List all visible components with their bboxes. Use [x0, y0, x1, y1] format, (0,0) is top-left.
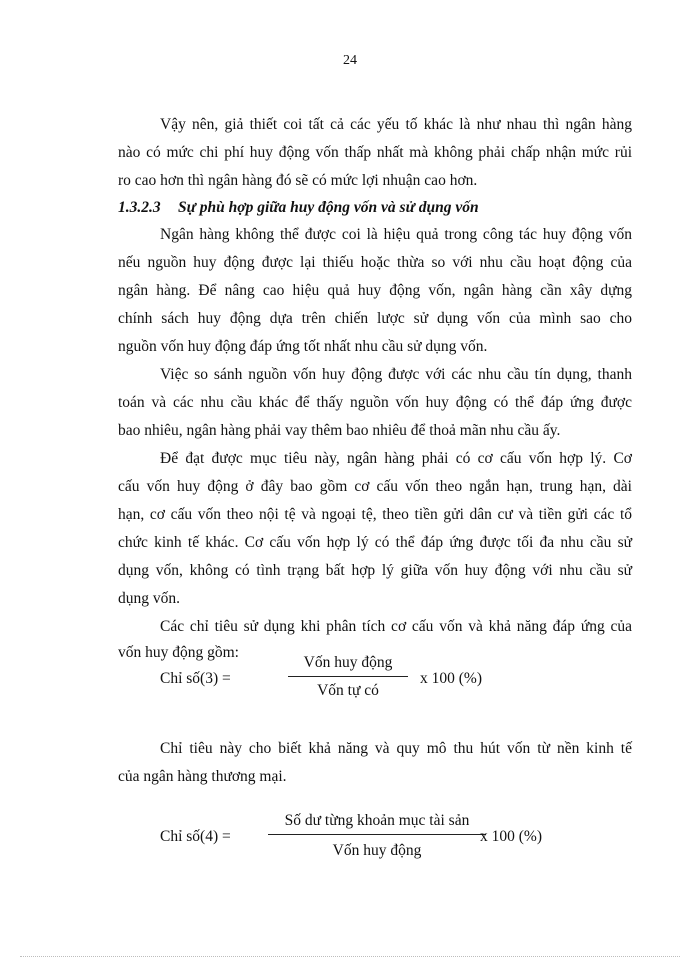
paragraph-line: hạn, cơ cấu vốn theo nội tệ và ngoại tệ, theo tiền gửi dân cư và tiền gửi các tổ — [118, 506, 632, 523]
formula-label: Chỉ số(3) = — [160, 670, 231, 687]
formula-multiplier: x 100 (%) — [480, 828, 542, 845]
fraction-bar — [288, 676, 408, 677]
paragraph-line: vốn huy động gồm: — [118, 644, 239, 661]
paragraph-line: ngân hàng. Để nâng cao hiệu quả huy động vốn, ngân hàng cần xây dựng — [118, 282, 632, 299]
section-heading — [118, 199, 479, 217]
paragraph-line: Chỉ tiêu này cho biết khả năng và quy mô thu hút vốn từ nền kinh tế — [160, 740, 632, 757]
formula-numerator: Vốn huy động — [303, 654, 393, 671]
paragraph-line: nào có mức chi phí huy động vốn thấp nhất mà không phải chấp nhận mức rủi — [118, 144, 632, 161]
formula-multiplier: x 100 (%) — [420, 670, 482, 687]
fraction-bar — [268, 834, 486, 835]
paragraph-line: ro cao hơn thì ngân hàng đó sẽ có mức lợi nhuận cao hơn. — [118, 172, 478, 189]
paragraph-line: Ngân hàng không thể được coi là hiệu quả trong công tác huy động vốn — [160, 226, 632, 243]
paragraph-line: Các chỉ tiêu sử dụng khi phân tích cơ cấu vốn và khả năng đáp ứng của — [160, 618, 632, 635]
formula-denominator: Vốn tự có — [317, 682, 379, 699]
paragraph-line: bao nhiêu, ngân hàng phải vay thêm bao nhiêu để thoả mãn nhu cầu ấy. — [118, 422, 561, 439]
paragraph-line: nếu nguồn huy động được lại thiếu hoặc thừa so với nhu cầu hoạt động của — [118, 254, 632, 271]
formula-label: Chỉ số(4) = — [160, 828, 231, 845]
paragraph-line: Vậy nên, giả thiết coi tất cả các yếu tố khác là như nhau thì ngân hàng — [160, 116, 632, 133]
paragraph-line: cấu vốn huy động ở đây bao gồm cơ cấu vốn theo ngắn hạn, trung hạn, dài — [118, 478, 632, 495]
section-title: Sự phù hợp giữa huy động vốn và sử dụng vốn — [178, 199, 479, 216]
paragraph-line: nguồn vốn huy động đáp ứng tốt nhất nhu cầu sử dụng vốn. — [118, 338, 488, 355]
page-bottom-rule — [20, 956, 680, 957]
page-number: 24 — [343, 53, 357, 68]
paragraph-line: Để đạt được mục tiêu này, ngân hàng phải có cơ cấu vốn hợp lý. Cơ — [160, 450, 632, 467]
paragraph-line: toán và các nhu cầu khác để thấy nguồn vốn huy động có thể đáp ứng được — [118, 394, 632, 411]
paragraph-line: dụng vốn, không có tình trạng bất hợp lý giữa vốn huy động với nhu cầu sử — [118, 562, 632, 579]
paragraph-line: Việc so sánh nguồn vốn huy động được với các nhu cầu tín dụng, thanh — [160, 366, 632, 383]
paragraph-line: dụng vốn. — [118, 590, 180, 607]
formula-numerator: Số dư từng khoản mục tài sản — [284, 812, 470, 829]
paragraph-line: chức kinh tế khác. Cơ cấu vốn hợp lý có thể đáp ứng được tối đa nhu cầu sử — [118, 534, 632, 551]
section-number: 1.3.2.3 — [118, 199, 161, 216]
formula-denominator: Vốn huy động — [332, 842, 422, 859]
paragraph-line: của ngân hàng thương mại. — [118, 768, 287, 785]
paragraph-line: chính sách huy động dựa trên chiến lược sử dụng vốn của mình sao cho — [118, 310, 632, 327]
